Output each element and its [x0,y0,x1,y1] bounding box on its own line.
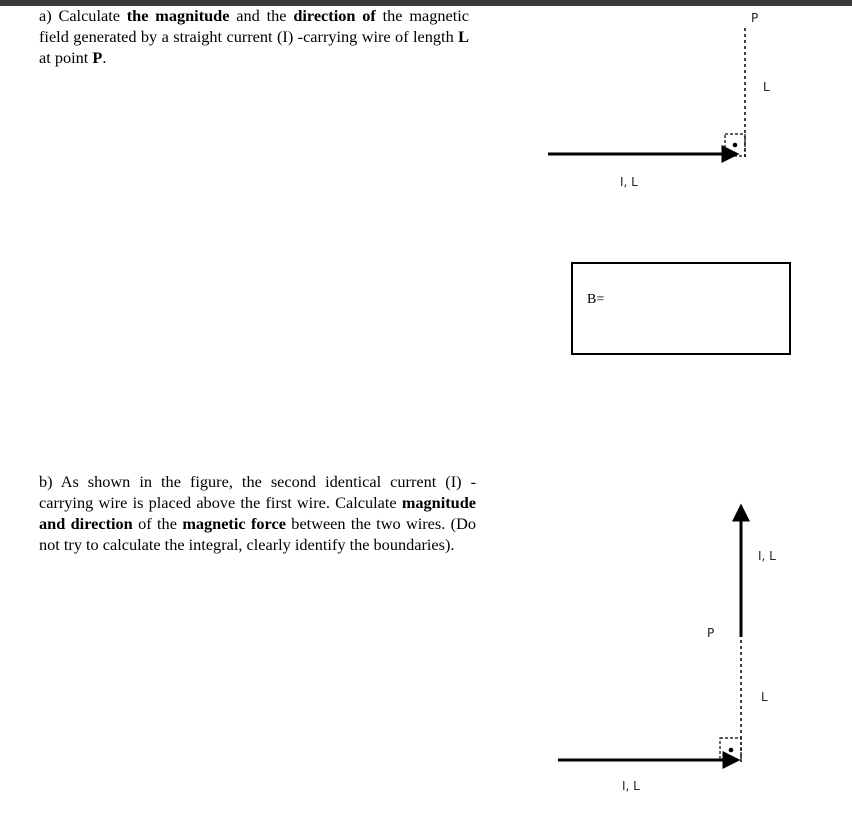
part-a-segment: P [92,48,103,67]
figure-a-wire-label: I, L [620,175,638,189]
part-a-segment: direction of [293,6,376,25]
part-a-segment: at point [39,48,93,67]
figure-a [548,28,745,158]
answer-box[interactable] [571,262,791,355]
part-b-segment: magnetic force [182,514,286,533]
figure-a-distance-label: L [763,80,770,94]
question-part-b [39,471,476,555]
part-b-segment: b) As shown in the figure, the second identical current (I) - carrying wire is placed above the first wire. Calculate [39,472,476,512]
figure-b-point-label: P [707,626,715,640]
figure-b-distance-label: L [761,690,768,704]
figure-b-upper-wire-label: I, L [758,549,776,563]
part-a-segment: and the [229,6,294,25]
part-a-segment: the magnitude [126,6,230,25]
answer-box-label: B= [587,292,605,307]
part-b-segment: between the two wires. (Do not try to calculate the integral, clearly identify the boundaries). [39,514,476,554]
part-b-segment: of the [132,514,183,533]
figure-a-dot [733,143,738,148]
part-a-segment: a) Calculate [39,6,127,25]
figure-a-point-label: P [751,11,759,25]
part-a-segment: L [458,27,469,46]
part-b-segment: magnitude and direction [39,493,476,533]
figure-b-lower-wire-label: I, L [622,779,640,793]
part-a-segment: the magnetic field generated by a straight current (I) -carrying wire of length [39,6,469,46]
figure-b-dot [729,748,734,753]
part-a-segment: . [102,48,107,67]
